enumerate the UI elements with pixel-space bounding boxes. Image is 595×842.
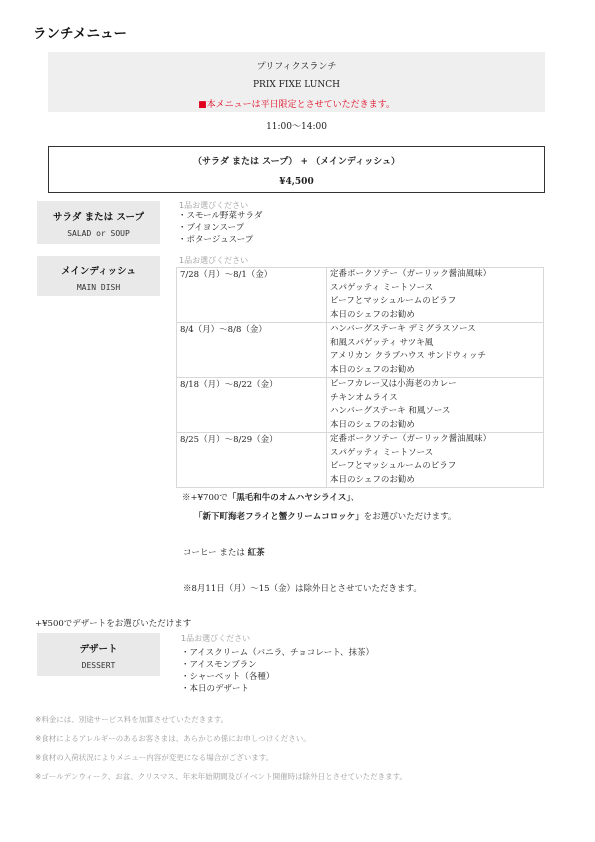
footnote: ※料金には、別途サービス料を加算させていただきます。 xyxy=(35,715,229,724)
dessert-label xyxy=(37,633,160,676)
footnote: ※食材によるアレルギーのあるお客さまは、あらかじめ係にお申しつけください。 xyxy=(35,734,311,743)
dish: 本日のシェフのお勧め xyxy=(330,419,415,430)
upgrade-sep: 、 xyxy=(350,493,360,503)
upgrade-note-line2 xyxy=(194,510,456,522)
prix-title-en: PRIX FIXE LUNCH xyxy=(253,80,340,90)
dessert-intro: +¥500でデザートをお選びいただけます xyxy=(35,619,192,629)
upgrade-item-omuhayashi: 「黒毛和牛のオムハヤシライス」 xyxy=(227,493,351,503)
main-label-jp: メインディッシュ xyxy=(61,266,136,277)
week-dates: 8/4（月）～8/8（金） xyxy=(177,323,327,378)
combo-price-box xyxy=(48,146,545,193)
dessert-list xyxy=(181,647,374,695)
upgrade-note-line1 xyxy=(182,491,359,503)
weekly-menu-table xyxy=(176,267,544,488)
table-row xyxy=(177,378,544,433)
week-dates: 8/18（月）～8/22（金） xyxy=(177,378,327,433)
dish: ビーフとマッシュルームのピラフ xyxy=(330,296,457,306)
list-item: ・アイスモンブラン xyxy=(181,660,257,670)
dessert-hint: 1品お選びください xyxy=(181,634,251,643)
week-dishes xyxy=(327,323,544,378)
dish: スパゲッティ ミートソース xyxy=(330,447,434,458)
page-title: ランチメニュー xyxy=(33,26,127,42)
dish: ハンバーグステーキ デミグラスソース xyxy=(330,324,476,334)
dish: 和風スパゲッティ サツキ風 xyxy=(330,337,434,348)
footnote: ※食材の入荷状況によりメニュー内容が変更になる場合がございます。 xyxy=(35,753,274,762)
prix-fixe-header xyxy=(48,52,545,112)
week-dates: 7/28（月）～8/1（金） xyxy=(177,268,327,323)
lunch-hours: 11:00～14:00 xyxy=(266,122,327,132)
combo-line: （サラダ または スープ） + （メインディッシュ） xyxy=(192,157,401,167)
dessert-label-en: DESSERT xyxy=(81,661,116,670)
week-dates: 8/25（月）～8/29（金） xyxy=(177,433,327,488)
upgrade-suffix: をお選びいただけます。 xyxy=(363,512,457,522)
table-row xyxy=(177,323,544,378)
main-hint: 1品お選びください xyxy=(179,256,249,265)
dish: 本日のシェフのお勧め xyxy=(330,474,415,485)
dessert-label-jp: デザート xyxy=(79,644,118,655)
week-dishes xyxy=(327,268,544,323)
list-item: ・ブイヨンスープ xyxy=(178,223,245,233)
dish: 定番ポークソテー（ガーリック醤油風味） xyxy=(330,434,492,444)
dish: 本日のシェフのお勧め xyxy=(330,364,415,375)
table-row xyxy=(177,433,544,488)
dish: ハンバーグステーキ 和風ソース xyxy=(330,406,451,416)
dish: ビーフカレー又は小海老のカレー xyxy=(330,379,457,389)
footnote: ※ゴールデンウィーク、お盆、クリスマス、年末年始期間及びイベント開催時は除外日とさせていただきます。 xyxy=(35,772,408,781)
drink-tea: 紅茶 xyxy=(247,548,265,558)
table-row xyxy=(177,268,544,323)
salad-label-en: SALAD or SOUP xyxy=(67,229,130,238)
list-item: ・スモール野菜サラダ xyxy=(178,211,263,221)
list-item: ・シャーベット（各種） xyxy=(181,672,275,682)
prix-title-jp: プリフィクスランチ xyxy=(256,62,337,72)
dish: アメリカン クラブハウス サンドウィッチ xyxy=(330,351,486,361)
main-dish-label xyxy=(37,256,160,296)
dish: ビーフとマッシュルームのピラフ xyxy=(330,461,457,471)
dish: 定番ポークソテー（ガーリック醤油風味） xyxy=(330,269,492,279)
salad-soup-label xyxy=(37,201,160,244)
footnotes xyxy=(35,710,407,786)
list-item: ・アイスクリーム（バニラ、チョコレート、抹茶） xyxy=(181,648,374,658)
drink-note xyxy=(183,546,265,558)
salad-label-jp: サラダ または スープ xyxy=(52,212,145,223)
salad-soup-list xyxy=(178,210,262,246)
combo-price: ¥4,500 xyxy=(279,177,314,187)
main-label-en: MAIN DISH xyxy=(76,283,121,292)
dish: チキンオムライス xyxy=(330,392,398,403)
list-item: ・ポタージュスープ xyxy=(178,235,254,245)
salad-hint: 1品お選びください xyxy=(179,201,249,210)
upgrade-prefix: ※+¥700で xyxy=(182,493,228,503)
week-dishes xyxy=(327,433,544,488)
dish: スパゲッティ ミートソース xyxy=(330,282,434,293)
dish: 本日のシェフのお勧め xyxy=(330,309,415,320)
list-item: ・本日のデザート xyxy=(181,684,250,694)
upgrade-item-ebifry: 「新下町海老フライと蟹クリームコロッケ」 xyxy=(194,512,364,522)
closed-days-note: ※8月11日（月）～15（金）は除外日とさせていただきます。 xyxy=(183,584,422,594)
drink-coffee: コーヒー または xyxy=(183,548,248,558)
weekday-notice: ■本メニューは平日限定とさせていただきます。 xyxy=(198,100,395,110)
week-dishes xyxy=(327,378,544,433)
